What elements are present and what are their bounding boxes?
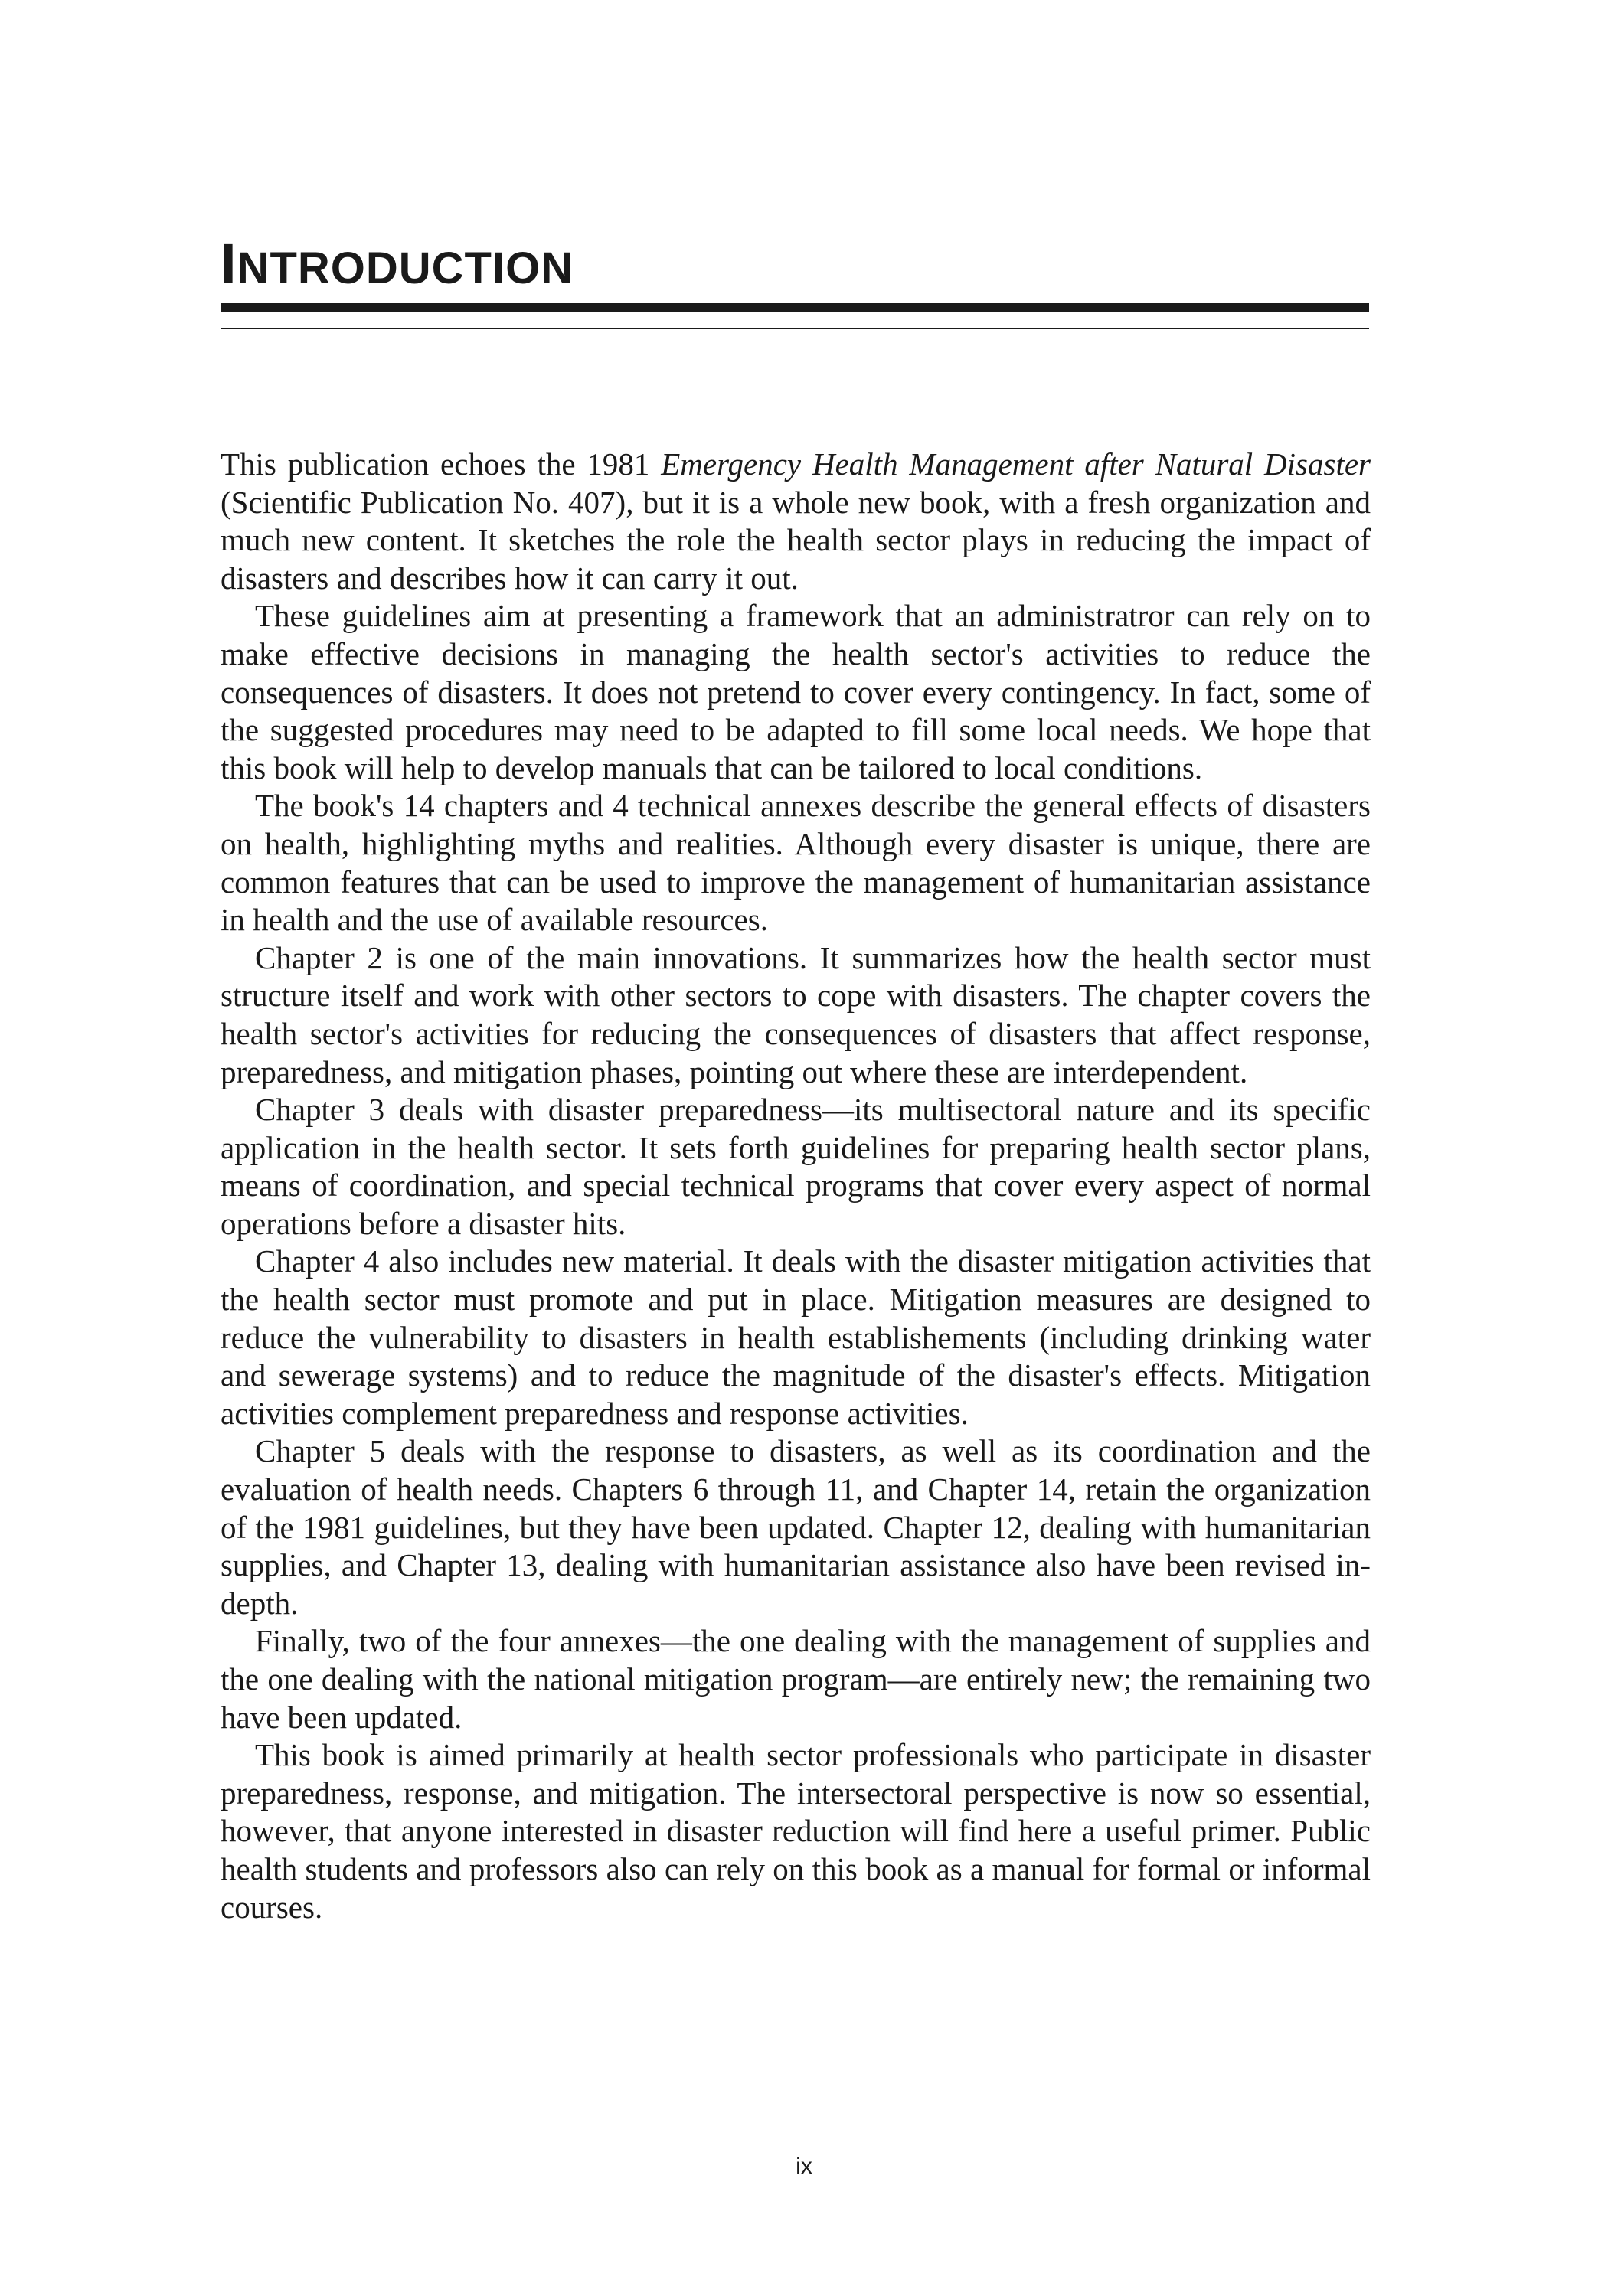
page-title-initial: I <box>221 232 237 296</box>
paragraph-3: The book's 14 chapters and 4 technical annexes describe the general effects of disasters on health, highlighting myths and realities. Although every disaster is unique, there are common features that can be used to improve the management of humanitarian assistance in health and the use of available resources. <box>221 788 1371 938</box>
page-title-rest: NTRODUCTION <box>237 243 574 293</box>
paragraph-1 <box>221 446 1371 597</box>
title-rule-thin <box>221 328 1369 329</box>
title-rule-thick <box>221 303 1369 312</box>
body-text <box>221 446 1371 1926</box>
paragraph-1-lead: This publication echoes the 1981 <box>221 446 662 482</box>
paragraph-6: Chapter 4 also includes new material. It deals with the disaster mitigation activities that the health sector must promote and put in place. Mitigation measures are designed to reduce the vulnerability to disasters in health establishements (including drinking water and sewerage systems) and to reduce the magnitude of the disaster's effects. Mitigation activities complement preparedness and response activities. <box>221 1243 1371 1431</box>
paragraph-1-rest: (Scientific Publication No. 407), but it is a whole new book, with a fresh organization and much new content. It sketches the role the health sector plays in reducing the impact of disasters and describes how it can carry it out. <box>221 484 1371 596</box>
paragraph-7: Chapter 5 deals with the response to disasters, as well as its coordination and the evaluation of health needs. Chapters 6 through 11, and Chapter 14, retain the organization of the 1981 guidelines, but they have been updated. Chapter 12, dealing with humanitarian supplies, and Chapter 13, dealing with humanitarian assistance also have been revised in-depth. <box>221 1433 1371 1621</box>
paragraph-2: These guidelines aim at presenting a framework that an administratror can rely on to make effective decisions in managing the health sector's activities to reduce the consequences of disasters. It does not pretend to cover every contingency. In fact, some of the suggested procedures may need to be adapted to fill some local needs. We hope that this book will help to develop manuals that can be tailored to local conditions. <box>221 598 1371 785</box>
cited-title: Emergency Health Management after Natural Disaster <box>661 446 1371 482</box>
paragraph-8: Finally, two of the four annexes—the one dealing with the management of supplies and the one dealing with the national mitigation program—are entirely new; the remaining two have been updated. <box>221 1623 1371 1735</box>
page-number: ix <box>796 2154 812 2179</box>
paragraph-9: This book is aimed primarily at health sector professionals who participate in disaster preparedness, response, and mitigation. The intersectoral perspective is now so essential, however, that anyone interested in disaster reduction will find here a useful primer. Public health students and professors also can rely on this book as a manual for formal or informal courses. <box>221 1737 1371 1925</box>
paragraph-5: Chapter 3 deals with disaster preparedness—its multisectoral nature and its specific application in the health sector. It sets forth guidelines for preparing health sector plans, means of coordination, and special technical programs that cover every aspect of normal operations before a disaster hits. <box>221 1092 1371 1241</box>
paragraph-4: Chapter 2 is one of the main innovations. It summarizes how the health sector must structure itself and work with other sectors to cope with disasters. The chapter covers the health sector's activities for reducing the consequences of disasters that affect response, preparedness, and mitigation phases, pointing out where these are interdependent. <box>221 939 1371 1089</box>
page-title <box>221 234 574 299</box>
